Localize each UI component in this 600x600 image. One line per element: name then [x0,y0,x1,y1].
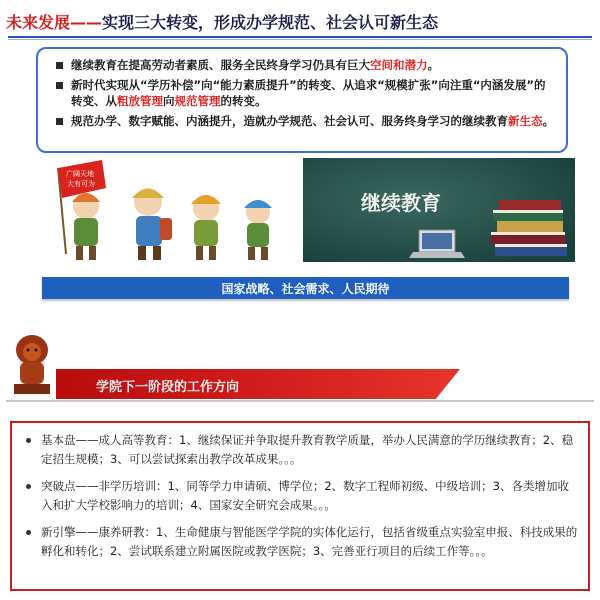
flag-text-1: 广阔天地 [66,170,94,178]
bullet-dot-icon [26,438,31,443]
text-run: 。 [542,114,554,128]
square-bullet-icon [56,118,63,125]
book-stack-icon [491,200,567,256]
top-bullet-2 [56,77,554,109]
future-development-box [36,47,568,153]
text-run: 继续教育在提高劳动者素质、服务全民终身学习仍具有巨大 [71,58,370,72]
top-bullet-1 [56,57,554,73]
section-title: 学院下一阶段的工作方向 [96,380,240,395]
board-image-svg [303,158,575,262]
list-item-text: 基本盘——成人高等教育：1、继续保证并争取提升教育教学质量，举办人民满意的学历继续教育；2、稳定招生规模；3、可以尝试探索出教学改革成果。。。 [41,433,574,466]
title-divider-thin [8,39,592,40]
hiker-3 [191,195,221,260]
highlight-text: 空间和潜力 [370,58,428,72]
list-item [24,431,580,469]
text-run: 新时代实现从“学历补偿”向“能力素质提升”的转变、从追求“规模扩张”向注重“内涵发展”的转变、从 [71,78,546,108]
hiker-2 [132,188,172,260]
highlight-text: 新生态 [508,114,543,128]
bullet-dot-icon [26,530,31,535]
section-divider [6,400,594,402]
board-text: 继续教育 [361,191,441,215]
hikers-illustration-svg [36,158,288,262]
page-title-red-part: 未来发展—— [6,12,103,32]
lion-statue-icon [8,332,56,396]
highlight-text: 规范管理 [174,94,221,108]
work-direction-box [10,421,590,591]
hiker-1 [72,193,100,260]
continuing-education-board-image [303,158,575,262]
list-item-text: 突破点——非学历培训：1、同等学力申请硕、博学位；2、数字工程师初级、中级培训；3、各类增加收入和扩大学校影响力的培训；4、国家安全研究会成果。。。 [41,479,569,512]
list-item [24,477,580,515]
text-run: 。 [427,58,439,72]
flag-text-2: 大有可为 [67,180,95,188]
policy-banner: 国家战略、社会需求、人民期待 [42,277,569,299]
text-run: 规范办学、数字赋能、内涵提升，造就办学规范、社会认可、服务终身学习的继续教育 [71,114,508,128]
page-title-main-part: 实现三大转变，形成办学规范、社会认可新生态 [102,12,439,32]
text-run: 的转变。 [220,94,267,108]
top-bullet-3 [56,113,554,129]
square-bullet-icon [56,82,63,89]
top-bullet-text [71,57,439,73]
highlight-text: 粗放管理 [117,94,163,108]
hiker-4 [244,200,272,260]
text-run: 向 [163,94,175,108]
list-item-text: 新引擎——康养研教：1、生命健康与智能医学学院的实体化运行，包括省级重点实验室申报、科技成果的孵化和转化；2、尝试联系建立附属医院或教学医院；3、完善亚行项目的后续工作等。。。 [41,525,578,558]
bullet-dot-icon [26,484,31,489]
red-flag [58,160,106,198]
square-bullet-icon [56,62,63,69]
lion-statue-svg [8,332,56,396]
hikers-illustration [36,158,288,262]
title-divider [8,36,592,38]
list-item [24,523,580,561]
top-bullet-text [71,77,554,109]
top-bullet-text [71,113,554,129]
page-title [6,8,594,34]
